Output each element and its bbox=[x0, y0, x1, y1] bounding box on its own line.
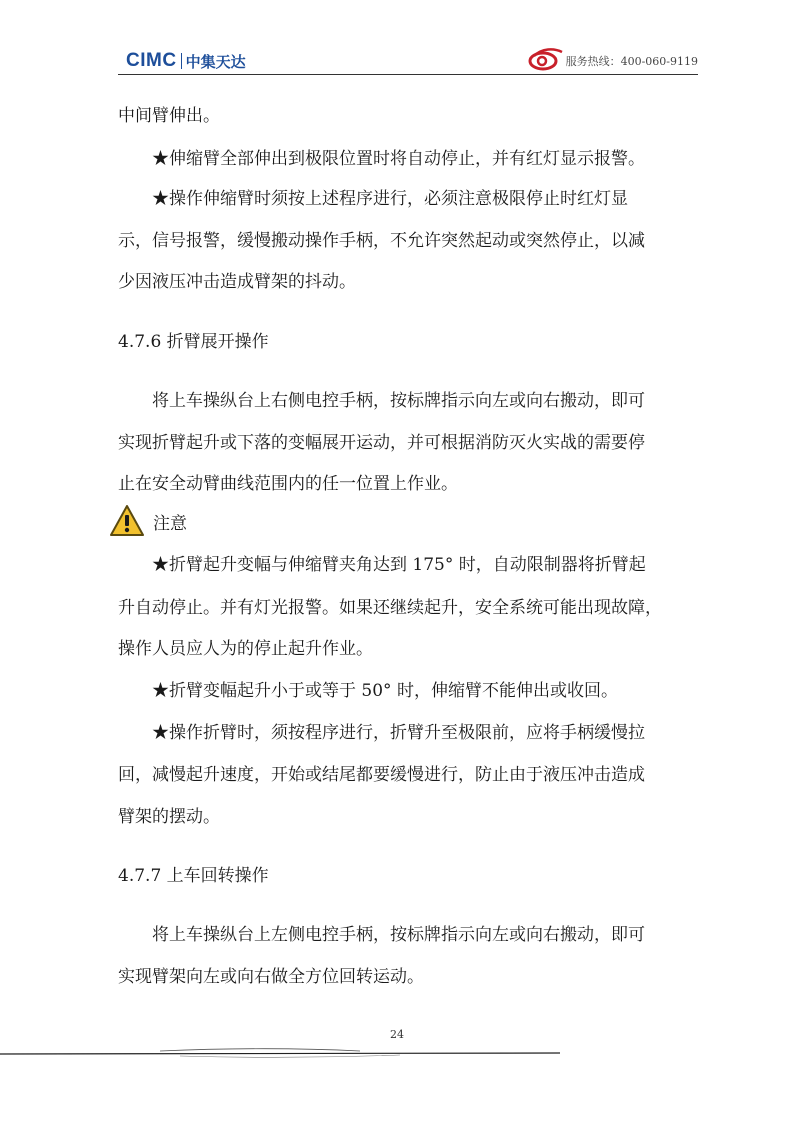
paragraph-line: 实现臂架向左或向右做全方位回转运动。 bbox=[118, 967, 424, 987]
paragraph-line: 回，减慢起升速度，开始或结尾都要缓慢进行，防止由于液压冲击造成 bbox=[118, 765, 645, 785]
service-hotline: 服务热线：400-060-9119 bbox=[565, 55, 698, 68]
paragraph-slewing: 将上车操纵台上左侧电控手柄，按标牌指示向左或向右搬动，即可 bbox=[152, 925, 645, 945]
paragraph-line: 操作人员应人为的停止起升作业。 bbox=[118, 639, 373, 659]
bullet-folding-angle-limit: ★折臂起升变幅与伸缩臂夹角达到 175° 时，自动限制器将折臂起 bbox=[152, 555, 646, 575]
hotline-block bbox=[528, 46, 698, 72]
service-swirl-icon bbox=[528, 46, 564, 72]
paragraph-line: 实现折臂起升或下落的变幅展开运动，并可根据消防灭火实战的需要停 bbox=[118, 433, 645, 453]
logo-divider bbox=[181, 53, 182, 69]
footer-divider bbox=[0, 1046, 560, 1060]
bullet-folding-operation: ★操作折臂时，须按程序进行，折臂升至极限前，应将手柄缓慢拉 bbox=[152, 723, 645, 743]
logo-text-cn: 中集天达 bbox=[185, 52, 246, 71]
section-heading-4-7-7: 4.7.7 上车回转操作 bbox=[118, 866, 269, 886]
bullet-folding-min-angle: ★折臂变幅起升小于或等于 50° 时，伸缩臂不能伸出或收回。 bbox=[152, 681, 618, 701]
paragraph-line: 少因液压冲击造成臂架的抖动。 bbox=[118, 272, 356, 292]
page-header bbox=[118, 46, 698, 76]
paragraph-folding-arm: 将上车操纵台上右侧电控手柄，按标牌指示向左或向右搬动，即可 bbox=[152, 391, 645, 411]
paragraph-line: 止在安全动臂曲线范围内的任一位置上作业。 bbox=[118, 474, 458, 494]
paragraph-line: 臂架的摆动。 bbox=[118, 807, 220, 827]
bullet-telescopic-limit: ★伸缩臂全部伸出到极限位置时将自动停止，并有红灯显示报警。 bbox=[152, 149, 645, 169]
cimc-logo bbox=[126, 50, 246, 72]
section-heading-4-7-6: 4.7.6 折臂展开操作 bbox=[118, 332, 269, 352]
notice-label: 注意 bbox=[153, 514, 187, 534]
warning-icon bbox=[108, 503, 146, 539]
logo-text-en: CIMC bbox=[126, 50, 177, 71]
header-divider bbox=[118, 74, 698, 75]
paragraph-line: 中间臂伸出。 bbox=[118, 106, 220, 126]
page-number: 24 bbox=[390, 1028, 404, 1041]
paragraph-line: 升自动停止。并有灯光报警。如果还继续起升，安全系统可能出现故障， bbox=[118, 598, 662, 618]
bullet-telescopic-operation: ★操作伸缩臂时须按上述程序进行，必须注意极限停止时红灯显 bbox=[152, 189, 628, 209]
paragraph-line: 示，信号报警，缓慢搬动操作手柄，不允许突然起动或突然停止，以减 bbox=[118, 231, 645, 251]
